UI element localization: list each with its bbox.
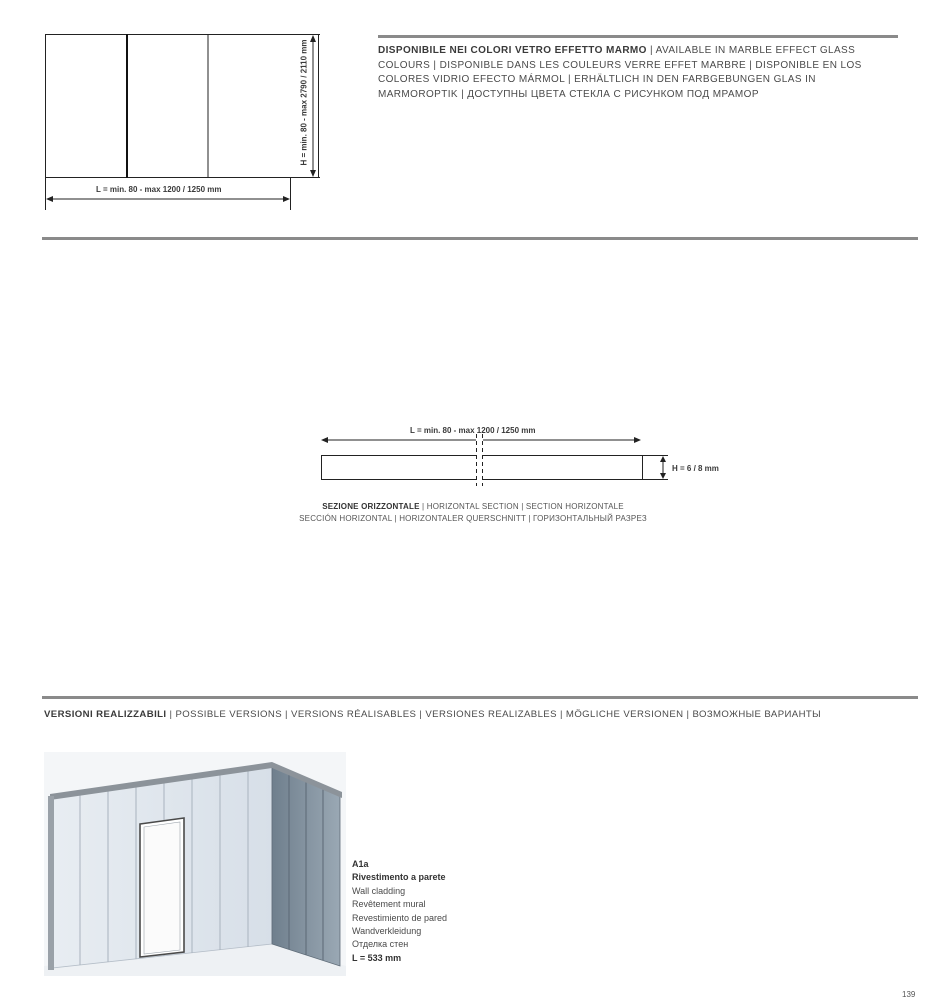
top-width-label: L = min. 80 - max 1200 / 1250 mm [96, 185, 222, 194]
version-name-es: Revestimiento de pared [352, 912, 448, 923]
wall-cladding-illustration [44, 752, 346, 976]
available-colours-rest: | AVAILABLE IN MARBLE EFFECT GLASS COLOURS | DISPONIBLE DANS LES COULEURS VERRE EFFET MARBRE | DISPONIBLE EN LOS COLORES VIDRIO EFECTO MÁRMOL | ERHÄLTLICH IN DEN FARBGEBUNGEN GLAS IN MARMOROPTIK | ДОСТУПНЫ ЦВЕТА СТЕКЛА С РИСУНКОМ ПОД МРАМОР [378, 45, 862, 100]
top-diagram [38, 28, 338, 218]
available-colours-bold: DISPONIBILE NEI COLORI VETRO EFFETTO MARMO [378, 45, 647, 56]
version-name-en: Wall cladding [352, 885, 406, 896]
section-caption [250, 501, 696, 525]
versions-heading [44, 709, 821, 720]
version-name-it: Rivestimento a parete [352, 872, 446, 883]
section-divider-top [42, 237, 918, 240]
top-height-label: H = min. 80 - max 2790 / 2110 mm [299, 39, 309, 166]
version-caption [352, 858, 532, 965]
version-name-fr: Revêtement mural [352, 899, 426, 910]
section-width-label: L = min. 80 - max 1200 / 1250 mm [410, 426, 536, 435]
section-caption-line1 [250, 501, 696, 513]
versions-heading-bold: VERSIONI REALIZZABILI [44, 709, 167, 720]
version-length: L = 533 mm [352, 952, 402, 963]
available-colours-text [378, 35, 898, 102]
version-name-de: Wandverkleidung [352, 926, 422, 937]
page-number: 139 [902, 990, 916, 999]
section-caption-line2: SECCIÓN HORIZONTAL | HORIZONTALER QUERSCHNITT | ГОРИЗОНТАЛЬНЫЙ РАЗРЕЗ [299, 514, 647, 523]
section-caption-rest: | HORIZONTAL SECTION | SECTION HORIZONTALE [419, 502, 624, 511]
section-divider-versions [42, 696, 918, 699]
section-caption-bold: SEZIONE ORIZZONTALE [322, 502, 420, 511]
versions-heading-rest: | POSSIBLE VERSIONS | VERSIONS RÉALISABLES | VERSIONES REALIZABLES | MÖGLICHE VERSIONEN | ВОЗМОЖНЫЕ ВАРИАНТЫ [166, 709, 822, 720]
section-thickness-label: H = 6 / 8 mm [672, 464, 719, 473]
horizontal-section-diagram [316, 424, 736, 494]
version-name-ru: Отделка стен [352, 939, 409, 950]
version-code: A1a [352, 859, 369, 869]
